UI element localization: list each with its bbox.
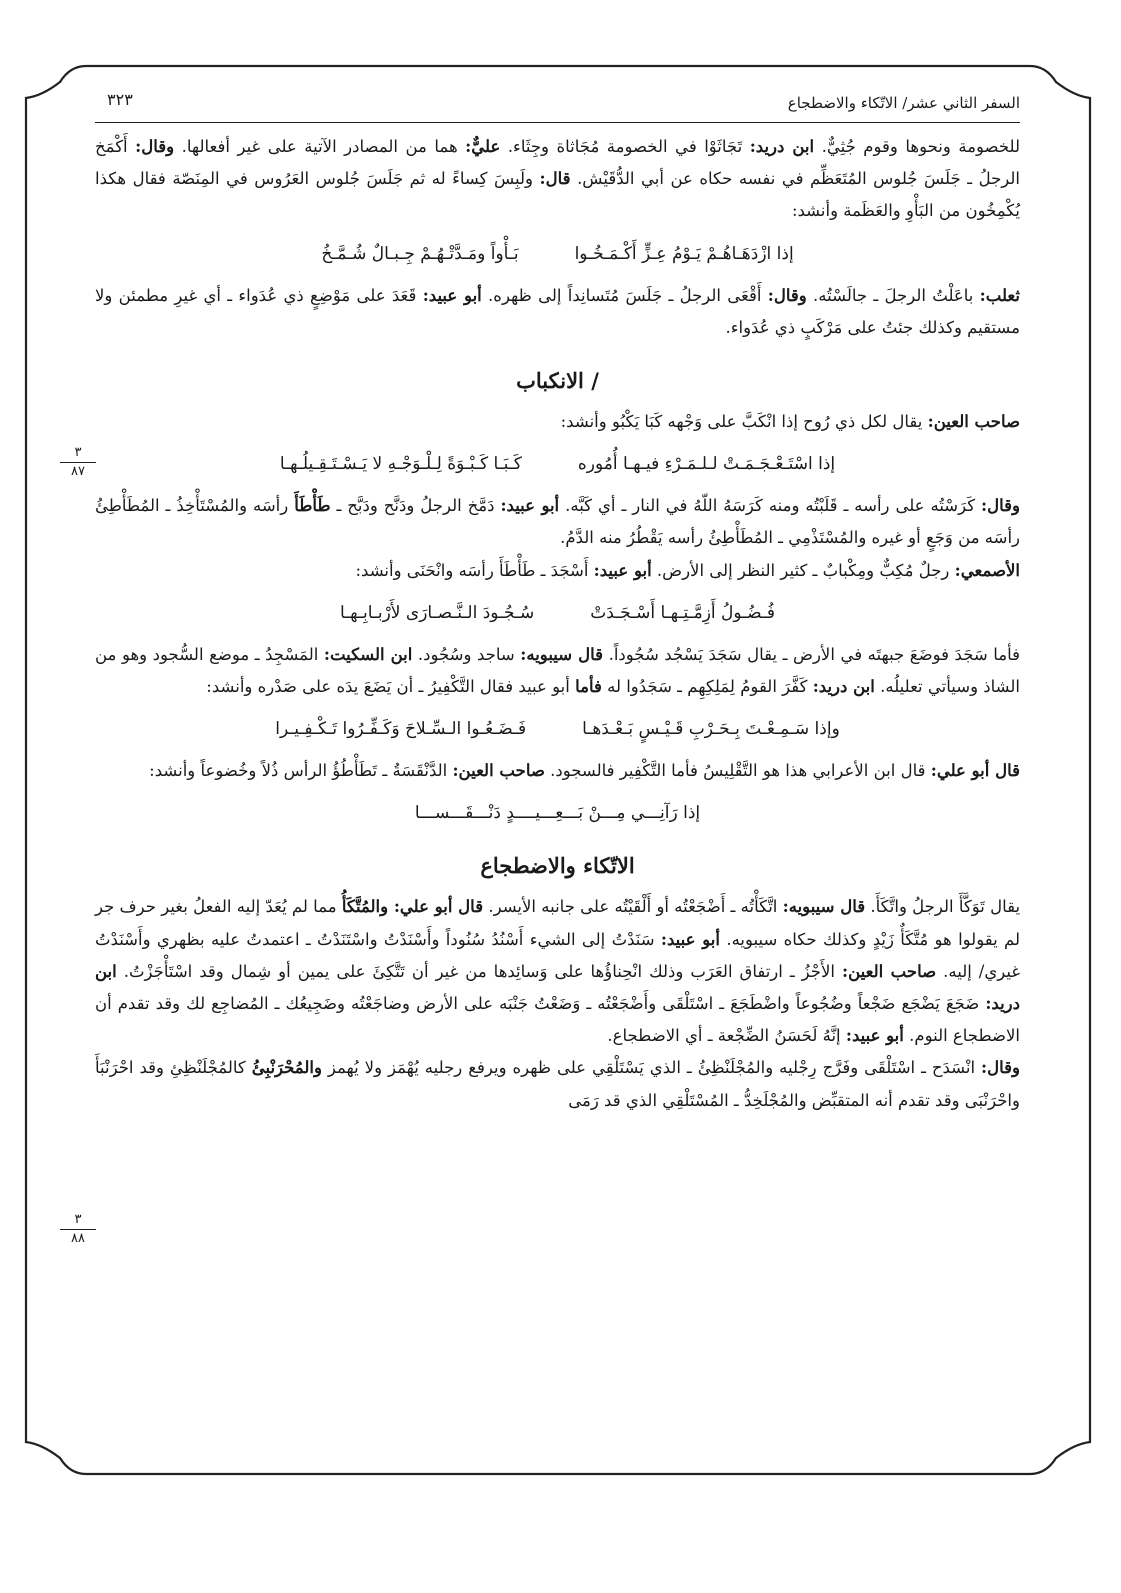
cited-author: ابن دريد: (812, 677, 875, 697)
page-number: ٣٢٣ (107, 90, 133, 109)
text-run: رأسَه والمُسْتَأْخِذُ ـ المُطَأْطِئُ رأسَه من وَجَعٍ أو غيره والمُسْتَذْمِي ـ المُطَأْطِئُ رأسه يَقْطُرُ منه الدَّمُ. (95, 496, 1020, 548)
text-run: اتَّكَأْتُه ـ أَضْجَعْتُه أو أَلْقَيْتُه على جانبه الأيسر. (483, 897, 783, 917)
text-run: باعَلْتُ الرجلَ ـ جالَسْتُه. (806, 285, 980, 305)
cited-author: وقال: (981, 1058, 1020, 1078)
cited-author: ثعلب: (979, 285, 1020, 305)
text-run: يقال تَوَكَّأَ الرجلُ واتَّكَأَ. (865, 897, 1021, 917)
text-run: الدَّنْقَسَةُ ـ تَطَأْطُؤُ الرأس ذُلاً وخُضوعاً وأنشد: (149, 761, 453, 781)
section-heading: الاتّكاء والاضطجاع (480, 853, 635, 879)
section-heading: / الانكباب (516, 368, 599, 394)
text-run: كَفَّرَ القومُ لِمَلِكِهِم ـ سَجَدُوا له (601, 677, 813, 697)
cited-author: أبو عبيد: (593, 560, 652, 580)
running-title: السفر الثاني عشر/ الاتّكاء والاضطجاع (787, 94, 1020, 112)
verse-first-hemistich: إذا ازْدَهَـاهُـمْ يَـوْمُ عِـزٍّ أَكْـمَـخُـوا (574, 243, 794, 264)
verse-line: إذا رَآنِـــي مِـــنْ بَـــعِـــيــــدٍ دَنْـــقَـــســـا (414, 803, 701, 824)
text-run: كالمُجْلَنْظِئِ وقد احْرَنْبَأَ واحْرَنْبَى وقد تقدم أنه المتقبِّض والمُجْلَخِدُّ ـ المُسْتَلْقِي الذي قد رَمَى (95, 1058, 1020, 1110)
text-run: دَمَّخ الرجلُ ودَنَّح ودَبَّح ـ (330, 496, 501, 516)
text-run: كَرَسْتُه على رأسه ـ قَلَبْتُه ومنه كَرَسَهُ اللّهُ في النار ـ أي كَبَّه. (559, 496, 982, 516)
text-run: تَجَاثَوْا في الخصومة مُجَاثاة وجِثَاء. (500, 137, 750, 156)
text-run: مما لم يُعَدّ إليه الفعلُ بغير حرف جر لم يقولوا هو مُتَّكَأٌ زَيْدٍ وكذلك حكاه سيبويه. (95, 897, 1020, 949)
margin-ref-top: ٣ (74, 445, 82, 460)
cited-author: صاحب العين: (927, 412, 1020, 432)
cited-author: قال سيبويه: (782, 897, 866, 917)
text-run: أَكْمَخ الرجلُ ـ جَلَسَ جُلوس المُتَعَظِّم في نفسه حكاه عن أبي الدُّقَيْش. (95, 137, 1020, 189)
poetry-verse (95, 448, 1020, 480)
cited-author: عليٌّ: (465, 137, 501, 156)
cited-author: الأصمعي: (954, 560, 1020, 580)
cited-author: قال: (539, 169, 571, 189)
cited-author: ابن دريد: (749, 137, 815, 156)
margin-ref-top: ٣ (74, 1212, 82, 1227)
cited-author: قال سيبويه: (520, 644, 604, 664)
poetry-verse (95, 797, 1020, 829)
text-run: للخصومة ونحوها وقوم جُثِيٌّ. (814, 137, 1020, 156)
margin-ref-divider (60, 462, 96, 463)
margin-ref-bottom: ٨٧ (71, 464, 85, 479)
paragraph (95, 639, 1020, 703)
margin-ref-bottom: ٨٨ (71, 1231, 85, 1246)
text-run: ولَبِسَ كِساءً له ثم جَلَسَ جُلوس العَرُوس في المِنَصّة فقال هكذا يُكْمِخُون من البَأْوِ والعَظَمة وأنشد: (95, 169, 1020, 221)
cited-author: أبو عبيد: (660, 929, 720, 949)
text-run: فأما سَجَدَ فوضَعَ جبهتَه في الأرض ـ يقال سَجَدَ يَسْجُد سُجُوداً. (603, 644, 1020, 664)
verse-first-hemistich: فُـضُـولُ أَزِمَّـتِـهـا أَسْـجَـدَتْ (590, 602, 775, 623)
text-run: قال ابن الأعرابي هذا هو التَّقْلِيسُ فأما التَّكْفِير فالسجود. (544, 761, 931, 781)
bold-term: طَأْطَأَ (294, 496, 331, 516)
cited-author: وقال: (135, 137, 175, 156)
page-body (95, 123, 1020, 1117)
verse-second-hemistich: كَـبَـا كَـبْـوَةً لِـلْـوَجْـهِ لا يَـسْـتَـقِـيلُـهـا (279, 454, 522, 475)
margin-reference (58, 446, 98, 479)
cited-author: أبو عبيد: (422, 285, 482, 305)
text-run: الأَجْزُ ـ ارتفاق العَرَب وذلك انْحِناؤُها على وَسائِدها من غير أن تَتَّكِئَ على يمين أو شِمال وقد اسْتَأْجَزْتُ. (116, 961, 842, 981)
poetry-verse (95, 238, 1020, 270)
paragraph (95, 280, 1020, 344)
margin-ref-divider (60, 1229, 96, 1230)
paragraph (95, 755, 1020, 787)
verse-second-hemistich: سُـجُـودَ الـنَّـصـارَى لأَرْبـابِـهـا (340, 602, 535, 623)
cited-author: صاحب العين: (841, 961, 937, 981)
poetry-verse (95, 597, 1020, 629)
cited-author: أبو عبيد: (845, 1026, 904, 1046)
cited-author: صاحب العين: (452, 761, 545, 781)
text-run: أَقْعَى الرجلُ ـ جَلَسَ مُتَسانِداً إلى ظهره. (481, 285, 768, 305)
verse-first-hemistich: وإذا سَـمِـعْـتَ بِـحَـرْبِ قَـيْـسٍ بَـعْـدَهـا (582, 719, 840, 740)
poetry-verse (95, 713, 1020, 745)
text-run: أبو عبيد فقال التَّكْفِيرُ ـ أن يَضَعَ يدَه على صَدْره وأنشد: (206, 677, 576, 697)
paragraph (95, 891, 1020, 1052)
text-run: قَعَدَ على مَوْضِعٍ ذي عُدَواء ـ أي غيرِ مطمئن ولا مستقيم وكذلك جئتُ على مَرْكَبٍ ذي عُدَواء. (95, 285, 1020, 337)
cited-author: ابن دريد: (95, 961, 1020, 1014)
paragraph (95, 131, 1020, 228)
cited-author: أبو عبيد: (500, 496, 560, 516)
cited-author: وقال: (767, 285, 807, 305)
text-run: يقال لكل ذي رُوح إذا انْكَبَّ على وَجْهه كَبَا يَكْبُو وأنشد: (560, 412, 928, 432)
verse-second-hemistich: فَـضَـعُـوا الـسِّـلاحَ وَكَـفِّـرُوا تَـكْـفِـيـرا (275, 719, 527, 740)
margin-reference (58, 1213, 98, 1246)
text-run: هما من المصادر الآتية على غير أفعالها. (174, 137, 466, 156)
text-run: سَنَدْتُ إلى الشيء أَسْنُدُ سُنُوداً وأَسْنَدْتُ واسْتَنَدْتُ ـ اعتمدتُ عليه بظهري وأَسْنَدْتُ غيري/ إليه. (95, 929, 1020, 981)
text-run: إنَّهُ لَحَسَنُ الضِّجْعة ـ أي الاضطجاع. (607, 1026, 846, 1046)
cited-author: ابن السكيت: (323, 644, 413, 664)
verse-first-hemistich: إذا اسْتَـعْـجَـمَـتْ لـلـمَـرْءِ فيـهـا أُمُوره (577, 454, 836, 475)
text-run: أَسْجَدَ ـ طَأْطَأَ رأسَه وانْحَنَى وأنشد: (355, 560, 594, 580)
text-run: المَسْجِدُ ـ موضع السُّجود وهو من الشاذ وسيأتي تعليلُه. (95, 644, 1020, 697)
cited-author: وقال: (981, 496, 1021, 516)
cited-author: قال أبو علي: (393, 897, 484, 917)
cited-author: قال أبو علي: (930, 761, 1020, 781)
bold-term: والمُتَّكَأُ (341, 897, 394, 917)
text-run: انْسَدَح ـ اسْتَلْقَى وفَرَّج رِجْليه والمُجْلَنْظِئُ ـ الذي يَسْتَلْقِي على ظهره ويرفع رجليه يُهْمَز ولا يُهمز (321, 1058, 982, 1078)
bold-term: والمُحْرَنْبِئُ (251, 1058, 322, 1078)
text-run: ساجد وسُجُود. (412, 644, 521, 664)
paragraph (95, 1052, 1020, 1116)
text-run: رجلٌ مُكِبٌّ ومِكْبابٌ ـ كثير النظر إلى الأرض. (651, 560, 955, 580)
bold-term: فأما (575, 677, 602, 697)
verse-second-hemistich: بَـأْواً ومَـدَّتْـهُـمْ جِـبـالٌ شُـمَّـخُ (321, 243, 519, 264)
paragraph (95, 406, 1020, 438)
text-run: ضَجَعَ يَضْجَع ضَجْعاً وضُجُوعاً واضْطَجَعَ ـ اسْتَلْقَى وأَضْجَعْتُه ـ وَضَعْتُ جَنْبَه على الأرض وضاجَعْتُه وضَجِيعُك ـ المُضاجِع لك وقد تقدم أن الاضطجاع النوم. (95, 994, 1020, 1046)
page-header (95, 82, 1020, 123)
paragraph (95, 490, 1020, 587)
page (95, 82, 1020, 1462)
